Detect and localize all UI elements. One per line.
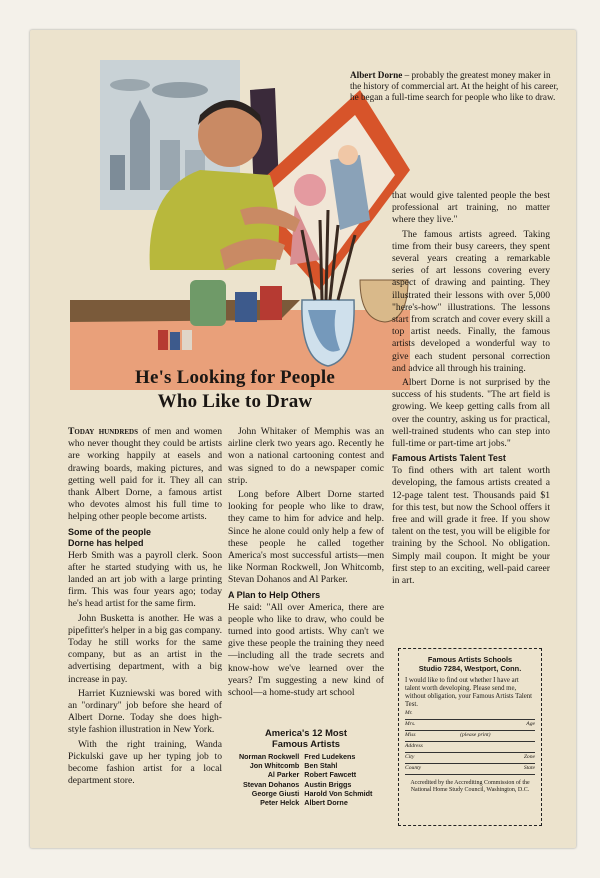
artist-row bbox=[230, 761, 382, 770]
headline-line-2: Who Like to Draw bbox=[157, 391, 313, 412]
dropcap-lead: Today hundreds bbox=[68, 426, 138, 437]
artist-name: Ben Stahl bbox=[304, 761, 338, 771]
mail-coupon[interactable] bbox=[398, 648, 542, 826]
city-field[interactable] bbox=[405, 754, 535, 764]
artist-name: Harold Von Schmidt bbox=[304, 788, 373, 798]
name-field-mrs[interactable] bbox=[405, 721, 535, 731]
coupon-studio-address: Studio 7284, Westport, Conn. bbox=[418, 664, 522, 673]
artist-row bbox=[230, 789, 382, 798]
artists-table bbox=[230, 752, 382, 807]
accreditation-note: Accredited by the Accrediting Commission of the National Home Study Council, Washington, D.C. bbox=[410, 780, 530, 793]
artist-row bbox=[230, 752, 382, 761]
caption-text: – probably the greatest money maker in the history of commercial art. At the height of his career, he began a full-time search for people who like to draw. bbox=[350, 70, 559, 102]
column-3 bbox=[392, 190, 550, 589]
artist-name: Stevan Dohanos bbox=[242, 779, 300, 789]
subhead-line-1: Some of the people bbox=[68, 526, 152, 537]
field-hint: (please print) bbox=[460, 732, 491, 738]
artists-title-line-2: Famous Artists bbox=[272, 738, 340, 749]
field-label: Mrs. bbox=[405, 721, 416, 727]
subhead-line-2: Dorne has helped bbox=[68, 537, 144, 548]
artists-title bbox=[230, 727, 382, 749]
headline-line-1: He's Looking for People bbox=[134, 367, 336, 388]
artist-name: Austin Briggs bbox=[304, 779, 352, 789]
artist-row bbox=[230, 798, 382, 807]
paragraph: Long before Albert Dorne started looking for people who like to draw, they came to him for advice and help. Since he alone could only help a few of these people he called together America's most successful artists—men like Norman Rockwell, Jon Whitcomb, Stevan Dohanos and Al Parker. bbox=[228, 489, 384, 586]
subhead bbox=[68, 527, 222, 549]
illustration-caption bbox=[350, 70, 560, 103]
artist-name: Albert Dorne bbox=[304, 798, 348, 808]
paragraph: He said: "All over America, there are people who like to draw, who could be turned into good artists. Why can't we give these people the training they need—including all the trade secrets and know-how we've learned over the years? I'm suggesting a new kind of school—a home-study art school bbox=[228, 601, 384, 699]
paragraph: To find others with art talent worth developing, the famous artists created a 12-page talent test. Thousands paid $1 for this test, but now the School offers it free and will grade it free. If you show talent on the test, you will be eligible for training by the School. No obligation. Simply mail coupon. It might be your first step to an exciting, well-paid career in art. bbox=[392, 465, 550, 587]
paragraph bbox=[68, 426, 222, 524]
caption-name: Albert Dorne bbox=[350, 70, 403, 80]
field-label: County bbox=[405, 765, 422, 771]
coupon-header bbox=[405, 655, 535, 673]
paragraph: With the right training, Wanda Pickulski gave up her typing job to become fashion artist for a local department store. bbox=[68, 738, 222, 787]
address-field[interactable] bbox=[405, 743, 535, 753]
field-label-zone: Zone bbox=[523, 754, 535, 760]
name-field[interactable] bbox=[405, 710, 535, 720]
field-label-state: State bbox=[523, 765, 535, 771]
name-field-miss[interactable] bbox=[405, 732, 535, 742]
paragraph: John Whitaker of Memphis was an airline clerk two years ago. Recently he won a national cartooning contest and was signed to do a newspaper comic strip. bbox=[228, 426, 384, 486]
paragraph: Herb Smith was a payroll clerk. Soon after he started studying with us, he landed an art job with a large printing firm. This was four years ago; today he's head artist for the same firm. bbox=[68, 549, 222, 610]
paragraph: The famous artists agreed. Taking time from their busy careers, they spent several years creating a remarkable series of art lessons covering every aspect of drawing and painting. They illustrated their lessons with over 5,000 "here's-how" illustrations. The lessons start from scratch and cover every skill a top artist needs. Finally, the famous artists developed a wonderful way to give each student personal correction and advice all through his training. bbox=[392, 228, 550, 374]
field-label: Miss bbox=[405, 732, 416, 738]
coupon-body: I would like to find out whether I have art talent worth developing. Please send me, without obligation, your Famous Artists Talent Test. bbox=[405, 677, 533, 708]
magazine-page bbox=[30, 30, 576, 848]
field-label: Address bbox=[405, 743, 423, 749]
paragraph: John Busketta is another. He was a pipefitter's helper in a big gas company. Today he still works for the same company, but as an artist in the advertising department, with a big increase in pay. bbox=[68, 612, 222, 685]
field-label: City bbox=[405, 754, 415, 760]
artist-name: Robert Fawcett bbox=[304, 770, 357, 780]
column-2 bbox=[228, 426, 384, 701]
artist-name: George Giusti bbox=[251, 788, 300, 798]
paragraph: Albert Dorne is not surprised by the success of his students. "The art field is growing. We keep getting calls from all over the country, asking us for practical, well-trained students who can step into full-time or part-time art jobs." bbox=[392, 377, 550, 450]
paragraph-text: of men and women who never thought they could be artists are working happily at easels and drawing boards, making pictures, and getting well paid for it. They all can thank Albert Dorne, a famous artist who devotes almost his full time to helping other people become artists. bbox=[68, 426, 222, 523]
subhead: Famous Artists Talent Test bbox=[392, 453, 506, 464]
field-label: Mr. bbox=[405, 710, 413, 716]
coupon-school-name: Famous Artists Schools bbox=[427, 655, 513, 664]
artist-name: Norman Rockwell bbox=[238, 752, 300, 761]
headline bbox=[70, 366, 400, 414]
famous-artists-list bbox=[230, 727, 382, 807]
artists-title-line-1: America's 12 Most bbox=[265, 727, 347, 738]
paragraph: that would give talented people the best professional art training, no matter where they live." bbox=[392, 190, 550, 226]
artist-illustration bbox=[70, 60, 410, 390]
artist-row bbox=[230, 780, 382, 789]
artist-row bbox=[230, 770, 382, 779]
artist-name: Peter Helck bbox=[260, 798, 300, 808]
field-label-age: Age bbox=[526, 721, 535, 727]
subhead: A Plan to Help Others bbox=[228, 589, 321, 600]
paragraph: Harriet Kuzniewski was bored with an "ordinary" job before she heard of Albert Dorne. Today she does high-style fashion illustration in New York. bbox=[68, 687, 222, 736]
artist-name: Fred Ludekens bbox=[304, 752, 356, 761]
county-field[interactable] bbox=[405, 765, 535, 775]
column-1 bbox=[68, 426, 222, 789]
artist-name: Al Parker bbox=[267, 770, 300, 780]
artist-name: Jon Whitcomb bbox=[249, 761, 300, 771]
